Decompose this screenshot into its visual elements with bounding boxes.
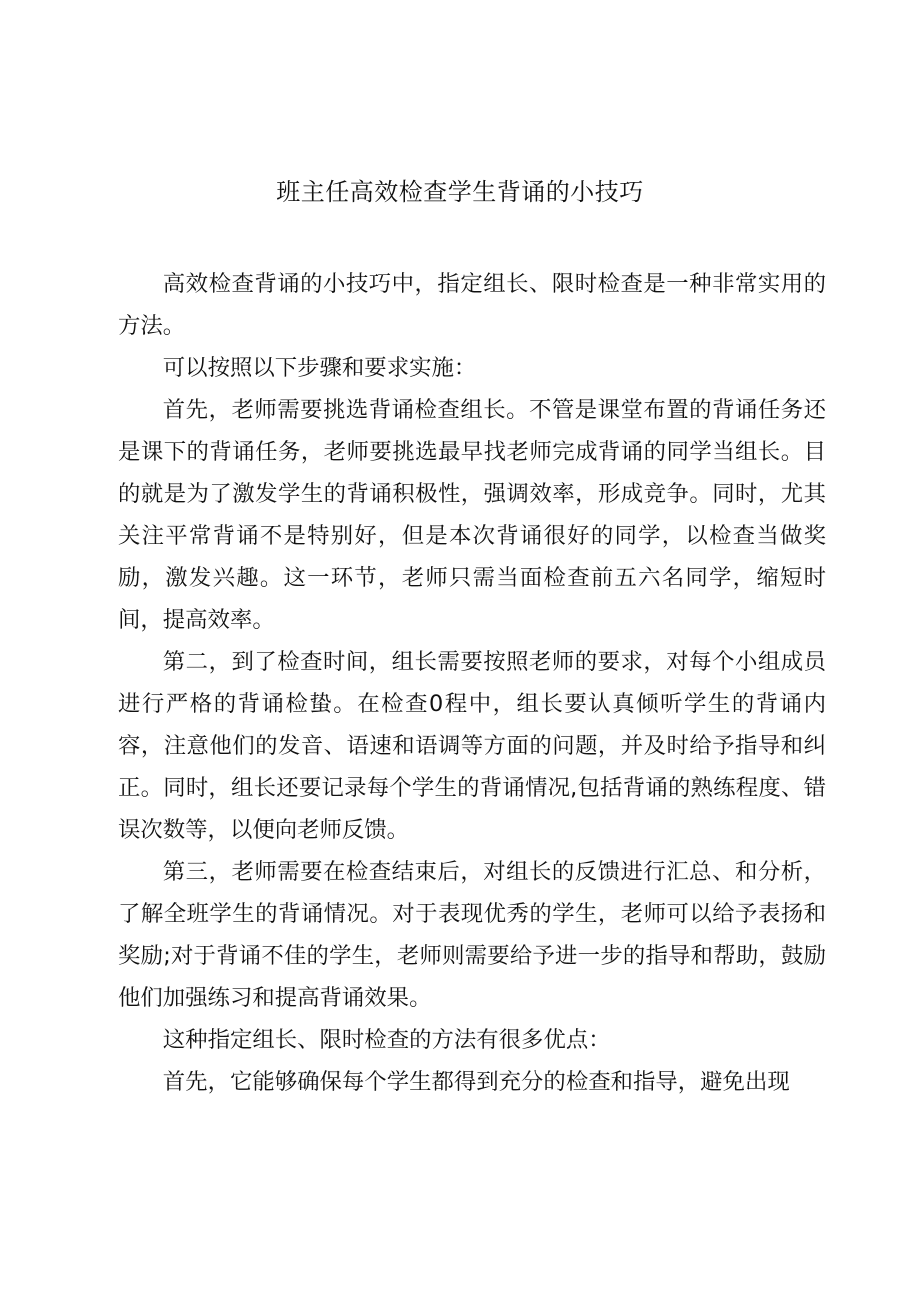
paragraph-step-two: 第二，到了检查时间，组长需要按照老师的要求，对每个小组成员进行严格的背诵检蛰。在检查0程中，组长要认真倾听学生的背诵内容，注意他们的发音、语速和语调等方面的问题，并及时给予指导和纠正。同时，组长还要记录每个学生的背诵情况,包括背诵的熟练程度、错误次数等，以便向老师反馈。 bbox=[118, 649, 826, 843]
paragraph-steps-intro: 可以按照以下步骤和要求实施： bbox=[162, 355, 477, 381]
paragraph-step-one: 首先，老师需要挑选背诵检查组长。不管是课堂布置的背诵任务还是课下的背诵任务，老师要挑选最早找老师完成背诵的同学当组长。目的就是为了激发学生的背诵积极性，强调效率，形成竞争。同时，尤其关注平常背诵不是特别好，但是本次背诵很好的同学，以检查当做奖励，激发兴趣。这一环节，老师只需当面检查前五六名同学，缩短时间，提高效率。 bbox=[118, 397, 826, 633]
page-title: 班主任高效检查学生背诵的小技巧 bbox=[276, 178, 644, 206]
paragraph-advantages-intro: 这种指定组长、限时检查的方法有很多优点： bbox=[162, 1027, 611, 1053]
paragraph-intro: 高效检查背诵的小技巧中，指定组长、限时检查是一种非常实用的方法。 bbox=[118, 271, 826, 339]
document-body bbox=[118, 263, 826, 1103]
paragraph-step-three: 第三，老师需要在检查结束后，对组长的反馈进行汇总、和分析，了解全班学生的背诵情况。对于表现优秀的学生，老师可以给予表扬和奖励;对于背诵不佳的学生，老师则需要给予进一步的指导和帮助，鼓励他们加强练习和提高背诵效果。 bbox=[118, 859, 826, 1011]
paragraph-advantage-one: 首先，它能够确保每个学生都得到充分的检查和指导，避免出现 bbox=[162, 1069, 790, 1095]
